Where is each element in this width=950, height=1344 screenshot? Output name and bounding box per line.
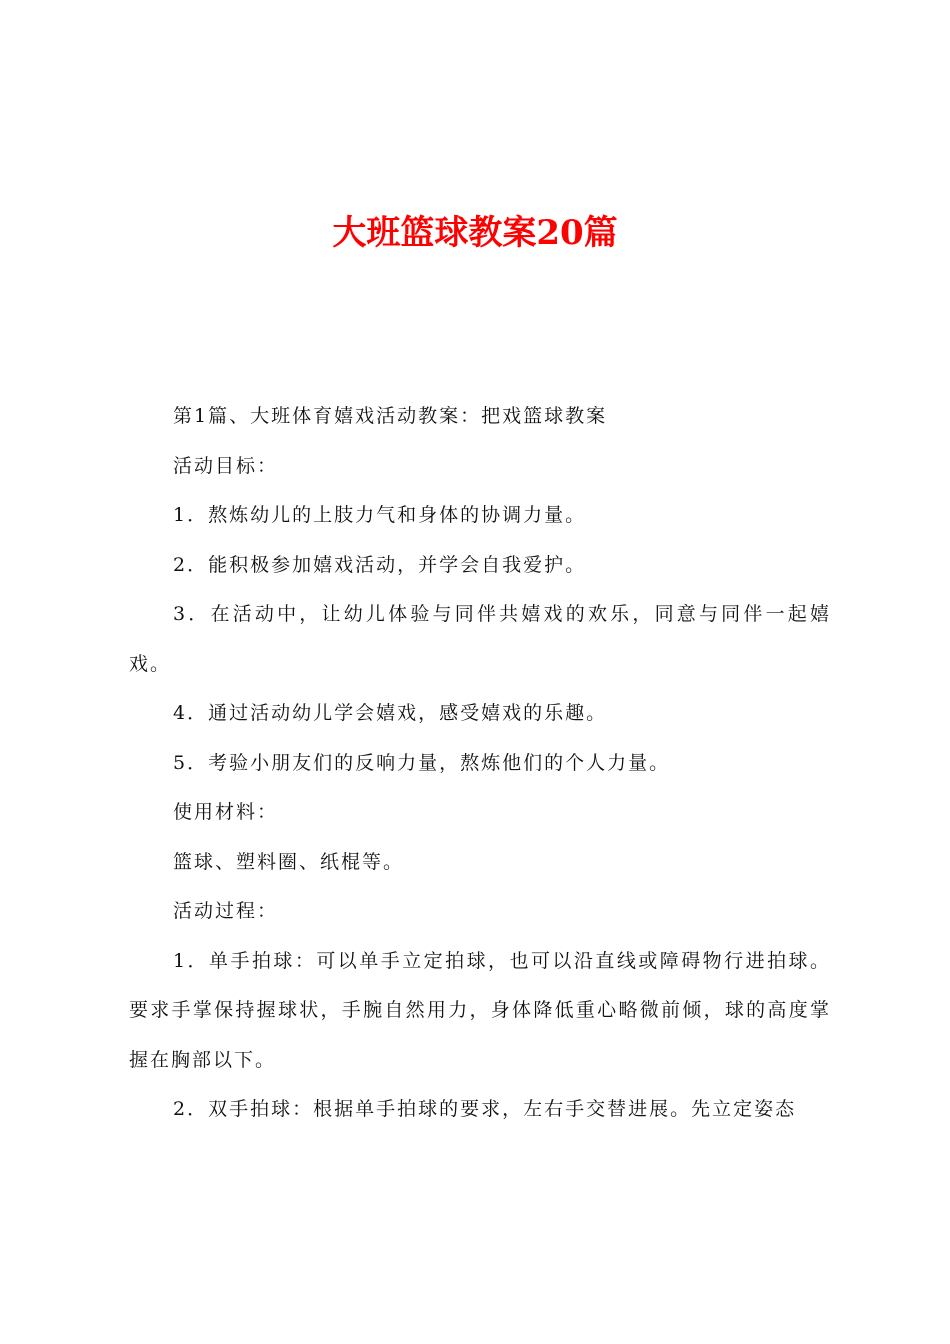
paragraph-activity-goals-label: 活动目标： [173,454,279,477]
paragraph-process-label: 活动过程： [173,900,279,922]
paragraph-process-step-2: 2．双手拍球：根据单手拍球的要求，左右手交替进展。先立定姿态 [173,1098,797,1120]
paragraph-goal-5: 5．考验小朋友们的反响力量，熬炼他们的个人力量。 [173,751,671,774]
paragraph-goal-4: 4．通过活动幼儿学会嬉戏，感受嬉戏的乐趣。 [173,702,608,724]
paragraph-process-step-1: 1．单手拍球：可以单手立定拍球，也可以沿直线或障碍物行进拍球。要求手掌保持握球状，手腕自然用力，身体降低重心略微前倾，球的高度掌握在胸部以下。 [129,949,831,1071]
document-body [129,392,831,1135]
paragraph-materials: 篮球、塑料圈、纸棍等。 [173,850,405,873]
paragraph-chapter-heading: 第1篇、大班体育嬉戏活动教案：把戏篮球教案 [173,405,608,427]
document-title: 大班篮球教案20篇 [332,213,618,253]
paragraph-materials-label: 使用材料： [173,801,279,823]
paragraph-goal-2: 2．能积极参加嬉戏活动，并学会自我爱护。 [173,553,587,576]
paragraph-goal-1: 1．熬炼幼儿的上肢力气和身体的协调力量。 [173,504,587,526]
paragraph-goal-3: 3．在活动中，让幼儿体验与同伴共嬉戏的欢乐，同意与同伴一起嬉戏。 [129,603,831,675]
